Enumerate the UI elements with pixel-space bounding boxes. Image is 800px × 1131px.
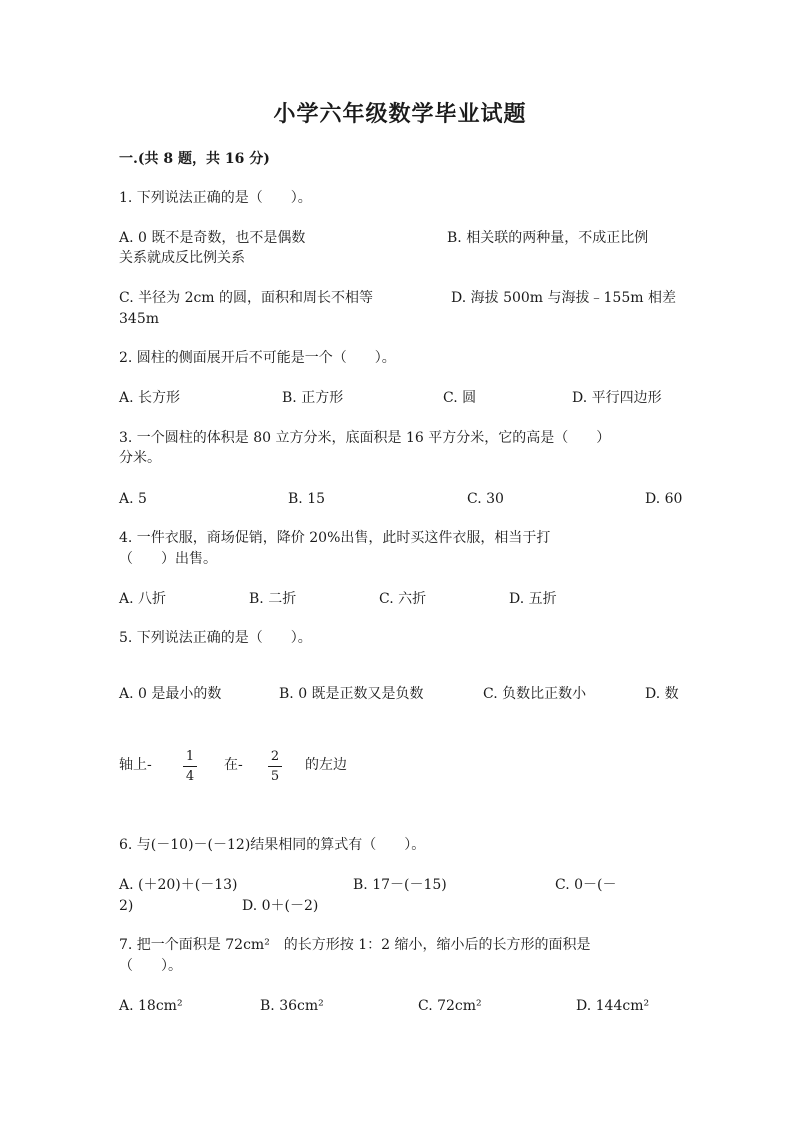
question-5-option-d-prefix: 轴上-	[119, 757, 152, 773]
question-4-option-d[interactable]: D. 五折	[509, 591, 557, 607]
question-7-option-b[interactable]: B. 36cm²	[260, 998, 324, 1014]
question-1-option-d[interactable]: D. 海拔 500m 与海拔﹣155m 相差	[451, 290, 676, 306]
question-7-stem-continued: （ ）。	[119, 958, 182, 974]
question-7-option-d[interactable]: D. 144cm²	[576, 998, 650, 1014]
question-6-option-c[interactable]: C. 0－(－	[555, 877, 617, 893]
question-6-option-a[interactable]: A. (＋20)＋(－13)	[119, 877, 238, 893]
fraction-two-fifths-denominator: 5	[270, 769, 280, 784]
question-7-option-a[interactable]: A. 18cm²	[119, 998, 183, 1014]
question-4-option-c[interactable]: C. 六折	[379, 591, 427, 607]
question-5-option-d-middle: 在-	[224, 757, 243, 773]
question-6-stem: 6. 与(－10)－(－12)结果相同的算式有（ ）。	[119, 837, 426, 853]
question-5-option-c[interactable]: C. 负数比正数小	[483, 686, 587, 702]
question-3-stem-continued: 分米。	[119, 450, 161, 466]
question-6-option-d[interactable]: D. 0＋(－2)	[242, 898, 319, 914]
fraction-two-fifths	[265, 749, 285, 784]
question-2-option-d[interactable]: D. 平行四边形	[572, 390, 662, 406]
fraction-one-quarter-numerator: 1	[185, 749, 195, 764]
question-5-stem: 5. 下列说法正确的是（ ）。	[119, 630, 312, 646]
question-3-option-d[interactable]: D. 60	[645, 491, 683, 507]
question-3-option-b[interactable]: B. 15	[288, 491, 326, 507]
question-1-option-d-continued: 345m	[119, 311, 159, 327]
fraction-two-fifths-numerator: 2	[270, 749, 280, 764]
question-1-option-b[interactable]: B. 相关联的两种量，不成正比例	[447, 230, 649, 246]
fraction-one-quarter	[180, 749, 200, 784]
question-1-option-a[interactable]: A. 0 既不是奇数，也不是偶数	[119, 230, 306, 246]
question-4-stem-continued: （ ）出售。	[119, 551, 217, 567]
question-6-option-b[interactable]: B. 17－(－15)	[353, 877, 447, 893]
question-2-stem: 2. 圆柱的侧面展开后不可能是一个（ ）。	[119, 350, 396, 366]
question-2-option-a[interactable]: A. 长方形	[119, 390, 181, 406]
question-3-option-c[interactable]: C. 30	[467, 491, 504, 507]
question-4-stem: 4. 一件衣服，商场促销，降价 20%出售，此时买这件衣服，相当于打	[119, 530, 551, 546]
question-5-option-b[interactable]: B. 0 既是正数又是负数	[279, 686, 424, 702]
question-5-option-a[interactable]: A. 0 是最小的数	[119, 686, 222, 702]
question-2-option-c[interactable]: C. 圆	[443, 390, 477, 406]
fraction-one-quarter-denominator: 4	[185, 769, 195, 784]
question-1-stem: 1. 下列说法正确的是（ ）。	[119, 190, 312, 206]
exam-title: 小学六年级数学毕业试题	[273, 101, 527, 127]
question-1-option-b-continued: 关系就成反比例关系	[119, 250, 245, 266]
question-4-option-a[interactable]: A. 八折	[119, 591, 167, 607]
question-5-option-d-suffix: 的左边	[305, 757, 347, 773]
question-5-option-d[interactable]: D. 数	[645, 686, 679, 702]
question-1-option-c[interactable]: C. 半径为 2cm 的圆，面积和周长不相等	[119, 290, 374, 306]
question-3-option-a[interactable]: A. 5	[119, 491, 147, 507]
question-3-stem: 3. 一个圆柱的体积是 80 立方分米，底面积是 16 平方分米，它的高是（ ）	[119, 430, 611, 446]
question-2-option-b[interactable]: B. 正方形	[282, 390, 344, 406]
question-7-stem: 7. 把一个面积是 72cm² 的长方形按 1：2 缩小，缩小后的长方形的面积是	[119, 937, 591, 953]
question-7-option-c[interactable]: C. 72cm²	[418, 998, 482, 1014]
fraction-bar	[183, 766, 197, 767]
section-heading: 一.(共 8 题，共 16 分)	[119, 151, 270, 167]
question-4-option-b[interactable]: B. 二折	[249, 591, 297, 607]
fraction-bar	[268, 766, 282, 767]
question-6-option-c-continued: 2)	[119, 898, 134, 914]
